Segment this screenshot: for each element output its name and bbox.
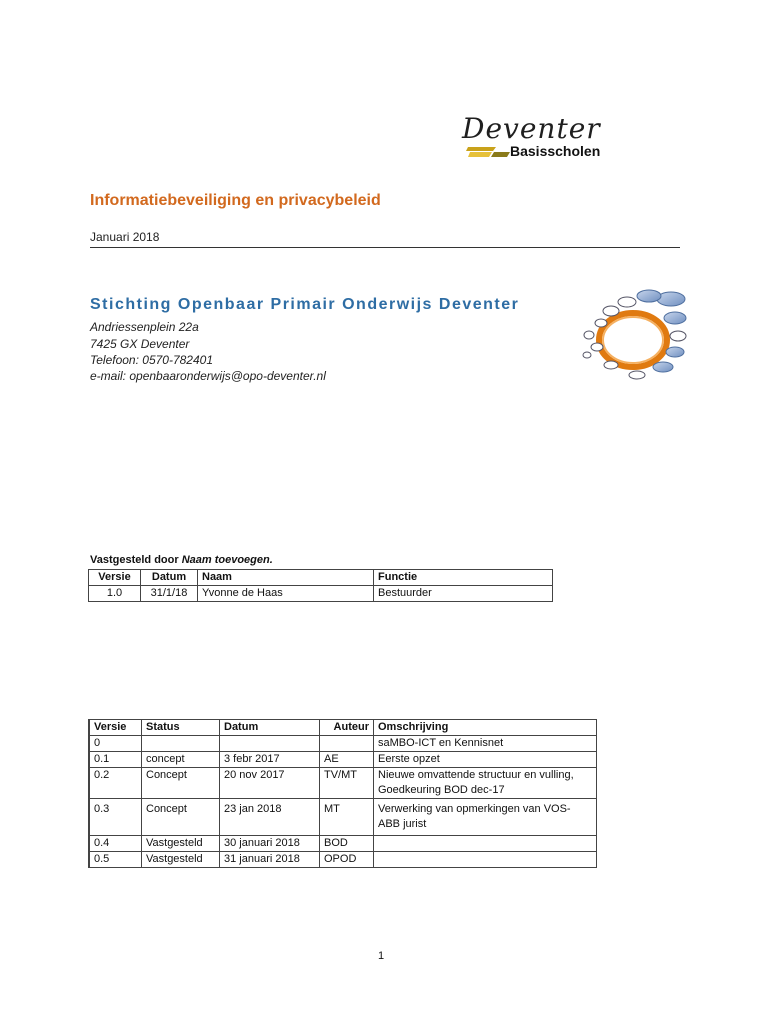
column-header: Datum bbox=[220, 720, 320, 736]
table-cell: BOD bbox=[320, 836, 374, 852]
table-cell: 0.1 bbox=[90, 752, 142, 768]
title-rule bbox=[90, 247, 680, 248]
table-cell: 0.5 bbox=[90, 852, 142, 868]
document-title: Informatiebeveiliging en privacybeleid bbox=[90, 192, 381, 209]
table-header-row bbox=[90, 720, 597, 736]
logo-subtitle: Basisscholen bbox=[510, 143, 601, 159]
table-cell: 30 januari 2018 bbox=[220, 836, 320, 852]
column-header: Functie bbox=[374, 570, 553, 586]
table-cell: 0 bbox=[90, 736, 142, 752]
approval-prefix: Vastgesteld door bbox=[90, 554, 182, 566]
table-cell: Vastgesteld bbox=[142, 836, 220, 852]
opo-ellipses-logo-icon bbox=[575, 285, 687, 385]
table-row bbox=[89, 586, 553, 602]
table-cell bbox=[220, 736, 320, 752]
column-header: Omschrijving bbox=[374, 720, 597, 736]
table-cell: AE bbox=[320, 752, 374, 768]
approval-italic: Naam toevoegen. bbox=[181, 554, 273, 566]
logo-script-text: Deventer bbox=[462, 112, 601, 145]
column-header: Status bbox=[142, 720, 220, 736]
table-row bbox=[90, 752, 597, 768]
table-row bbox=[90, 799, 597, 836]
table-cell: saMBO-ICT en Kennisnet bbox=[374, 736, 597, 752]
table-cell: Concept bbox=[142, 768, 220, 799]
logo-bars-icon bbox=[466, 145, 512, 159]
table-cell bbox=[320, 736, 374, 752]
table-row bbox=[90, 836, 597, 852]
table-row bbox=[90, 852, 597, 868]
table-cell: 31 januari 2018 bbox=[220, 852, 320, 868]
table-cell: Vastgesteld bbox=[142, 852, 220, 868]
table-cell: 31/1/18 bbox=[141, 586, 198, 602]
table-row bbox=[90, 768, 597, 799]
table-cell: MT bbox=[320, 799, 374, 836]
table-cell bbox=[374, 836, 597, 852]
column-header: Versie bbox=[90, 720, 142, 736]
table-cell: OPOD bbox=[320, 852, 374, 868]
version-history-table bbox=[88, 719, 597, 868]
column-header: Naam bbox=[198, 570, 374, 586]
table-cell: Verwerking van opmerkingen van VOS-ABB jurist bbox=[374, 799, 597, 836]
table-cell: 20 nov 2017 bbox=[220, 768, 320, 799]
column-header: Auteur bbox=[320, 720, 374, 736]
document-date: Januari 2018 bbox=[90, 230, 160, 244]
approval-table bbox=[88, 569, 553, 602]
table-header-row bbox=[89, 570, 553, 586]
address-line: e-mail: openbaaronderwijs@opo-deventer.nl bbox=[90, 369, 326, 383]
table-cell: 1.0 bbox=[89, 586, 141, 602]
table-cell: 3 febr 2017 bbox=[220, 752, 320, 768]
address-line: Andriessenplein 22a bbox=[90, 320, 199, 334]
page-number: 1 bbox=[378, 950, 385, 962]
column-header: Versie bbox=[89, 570, 141, 586]
table-cell: 23 jan 2018 bbox=[220, 799, 320, 836]
table-cell: Concept bbox=[142, 799, 220, 836]
table-cell: 0.2 bbox=[90, 768, 142, 799]
table-cell: 0.3 bbox=[90, 799, 142, 836]
approval-statement bbox=[90, 554, 273, 566]
column-header: Datum bbox=[141, 570, 198, 586]
address-line: Telefoon: 0570-782401 bbox=[90, 353, 213, 367]
table-cell bbox=[374, 852, 597, 868]
address-line: 7425 GX Deventer bbox=[90, 337, 190, 351]
table-cell bbox=[142, 736, 220, 752]
table-cell: Yvonne de Haas bbox=[198, 586, 374, 602]
table-cell: TV/MT bbox=[320, 768, 374, 799]
deventer-logo bbox=[460, 112, 630, 162]
table-cell: concept bbox=[142, 752, 220, 768]
table-cell: Eerste opzet bbox=[374, 752, 597, 768]
table-cell: Bestuurder bbox=[374, 586, 553, 602]
table-cell: 0.4 bbox=[90, 836, 142, 852]
table-cell: Nieuwe omvattende structuur en vulling, Goedkeuring BOD dec-17 bbox=[374, 768, 597, 799]
table-row bbox=[90, 736, 597, 752]
organization-name: Stichting Openbaar Primair Onderwijs Deventer bbox=[90, 296, 520, 313]
